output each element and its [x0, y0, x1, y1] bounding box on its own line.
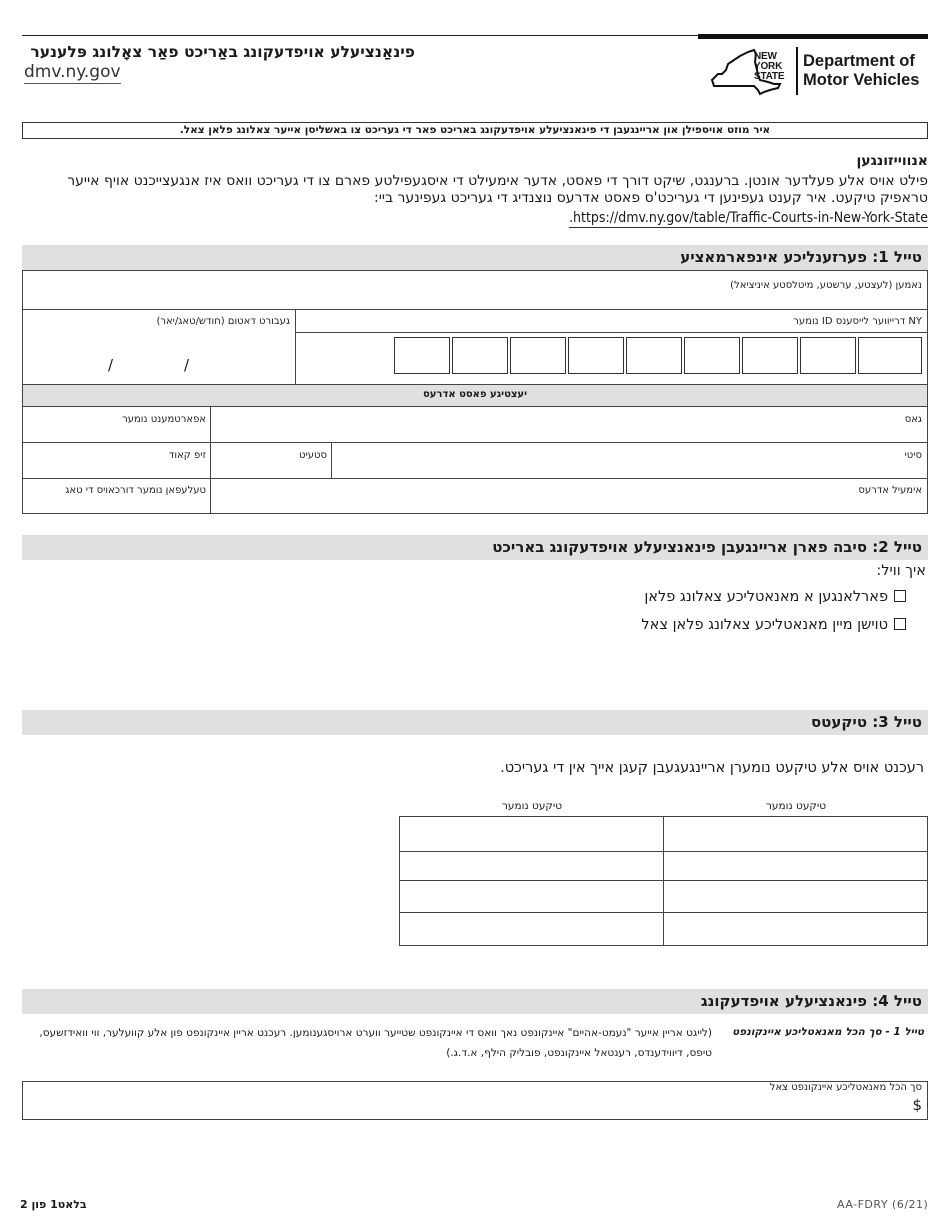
total-income-label: סך הכל מאנאטליכע איינקונפט צאל: [769, 1082, 922, 1093]
page-number: בלאט1 פון 2: [20, 1198, 87, 1211]
license-digit-box[interactable]: [452, 337, 508, 374]
col-divider: [295, 309, 296, 384]
site-url[interactable]: dmv.ny.gov: [24, 62, 121, 82]
currency-symbol: $: [912, 1096, 922, 1114]
license-digit-box[interactable]: [568, 337, 624, 374]
ticket-column-header: טיקעט נומער: [765, 800, 827, 812]
zip-label: זיפ קאוד: [168, 450, 206, 461]
ticket-number-cell[interactable]: [664, 913, 927, 945]
tier-note: (לייגט אריין אייער "נעמט-אהיים" איינקונפט נאך וואס די איינקונפט שטייער ווערט ארויסגענומען. רעכנט אריין איינקונפט פון אלע קוועלער, ווי וואידזשעס, טיפס, דיווידענדס, רענטאל איינקונפט, פובליק הילף, א.ד.ג.): [39, 1027, 712, 1059]
address-header: יעצטיגע פאסט אדרעס: [23, 384, 927, 406]
reason-option-request[interactable]: [644, 589, 906, 605]
ticket-number-cell[interactable]: [664, 881, 927, 912]
form-code: AA-FDRY (6/21): [837, 1198, 929, 1211]
ticket-number-cell[interactable]: [664, 852, 927, 880]
name-field[interactable]: [24, 294, 926, 308]
dob-slash: /: [184, 356, 190, 374]
checkbox[interactable]: [894, 590, 906, 602]
name-label: נאמען (לעצטע, ערשטע, מיטלסטע איניציאל): [730, 280, 922, 291]
ticket-column-header: טיקעט נומער: [501, 800, 563, 812]
tier-label: טייל 1 - סך הכל מאנאטליכע איינקונפט: [732, 1026, 924, 1038]
part3-header: טייל 3: טיקעטס: [22, 710, 928, 735]
notice-box: איר מוזט אויספילן און אריינגעבן די פינאנציעלע אויפדעקונג באריכט פאר די געריכט צו באשליסן אייער צאלונג פלאן צאל.: [22, 122, 928, 139]
logo-state-text: NEW YORK STATE: [754, 51, 785, 82]
part2-intro: איך וויל:: [876, 563, 926, 579]
row-divider: [22, 442, 928, 443]
license-label: NY דרייווער לייסענס ID נומער: [793, 316, 922, 327]
dob-field[interactable]: [30, 340, 280, 376]
phone-label: טעלעפאן נומער דורכאויס די טאג: [65, 485, 206, 496]
email-label: אימעיל אדרעס: [858, 485, 922, 496]
option-label: פארלאנגען א מאנאטליכע צאלונג פלאן: [644, 589, 888, 605]
city-label: סיטי: [904, 450, 922, 461]
license-digit-box[interactable]: [800, 337, 856, 374]
dob-label: געבורט דאטום (חודש/טאג/יאר): [156, 316, 290, 327]
ticket-number-cell[interactable]: [400, 881, 663, 912]
instructions-heading: אנווייזונגען: [856, 153, 928, 169]
license-digit-box[interactable]: [858, 337, 922, 374]
row-divider: [22, 478, 928, 479]
ticket-number-cell[interactable]: [400, 913, 663, 945]
logo-dept-text: Department of Motor Vehicles: [803, 52, 920, 89]
dob-slash: /: [108, 356, 114, 374]
ny-state-map-icon: [708, 46, 798, 98]
option-label: טוישן מיין מאנאטליכע צאלונג פלאן צאל: [641, 617, 888, 633]
apt-label: אפארטמענט נומער: [122, 414, 206, 425]
ticket-number-cell[interactable]: [400, 852, 663, 880]
row-divider: [22, 309, 928, 310]
part1-header: טייל 1: פערזענליכע אינפארמאציע: [22, 245, 928, 270]
license-digit-box[interactable]: [394, 337, 450, 374]
header-rule-accent: [698, 34, 928, 39]
form-title: פינאַנציעלע אויפדעקונג באַריכט פאַר צאָלונג פּלענער: [30, 43, 415, 61]
court-finder-link[interactable]: .https://dmv.ny.gov/table/Traffic-Courts-in-New-York-State: [569, 210, 928, 226]
state-label: סטעיט: [299, 450, 327, 461]
part4-header: טייל 4: פינאנציעלע אויפדעקונג: [22, 989, 928, 1014]
row-divider: [296, 332, 927, 333]
ticket-number-cell[interactable]: [664, 817, 927, 851]
license-digit-box[interactable]: [742, 337, 798, 374]
col-divider: [331, 442, 332, 478]
license-digit-box[interactable]: [626, 337, 682, 374]
checkbox[interactable]: [894, 618, 906, 630]
reason-option-change[interactable]: [641, 617, 906, 633]
license-digit-box[interactable]: [510, 337, 566, 374]
instructions-text: פילט אויס אלע פעלדער אונטן. ברענגט, שיקט דורך די פאסט, אדער אימעילט די איסגעפילטע פארם צו די געריכט וואס איז אנגעצייכנט אויף אייער טראפיק טיקעט. איר קענט געפינען די געריכט'ס פאסט אדרעס נוצנדיג די געריכט געפינער ביי:: [67, 173, 928, 206]
ticket-number-cell[interactable]: [400, 817, 663, 851]
col-divider: [210, 406, 211, 514]
part2-header: טייל 2: סיבה פארן אריינגעבן פינאנציעלע אויפדעקונג באריכט: [22, 535, 928, 560]
row-divider: [22, 406, 928, 407]
street-label: גאס: [904, 414, 922, 425]
part3-instruction: רעכנט אויס אלע טיקעט נומערן אריינגעגעבן קעגן אייך אין די געריכט.: [500, 760, 924, 776]
license-digit-box[interactable]: [684, 337, 740, 374]
row-divider: [22, 384, 928, 385]
logo-divider: [796, 47, 798, 95]
